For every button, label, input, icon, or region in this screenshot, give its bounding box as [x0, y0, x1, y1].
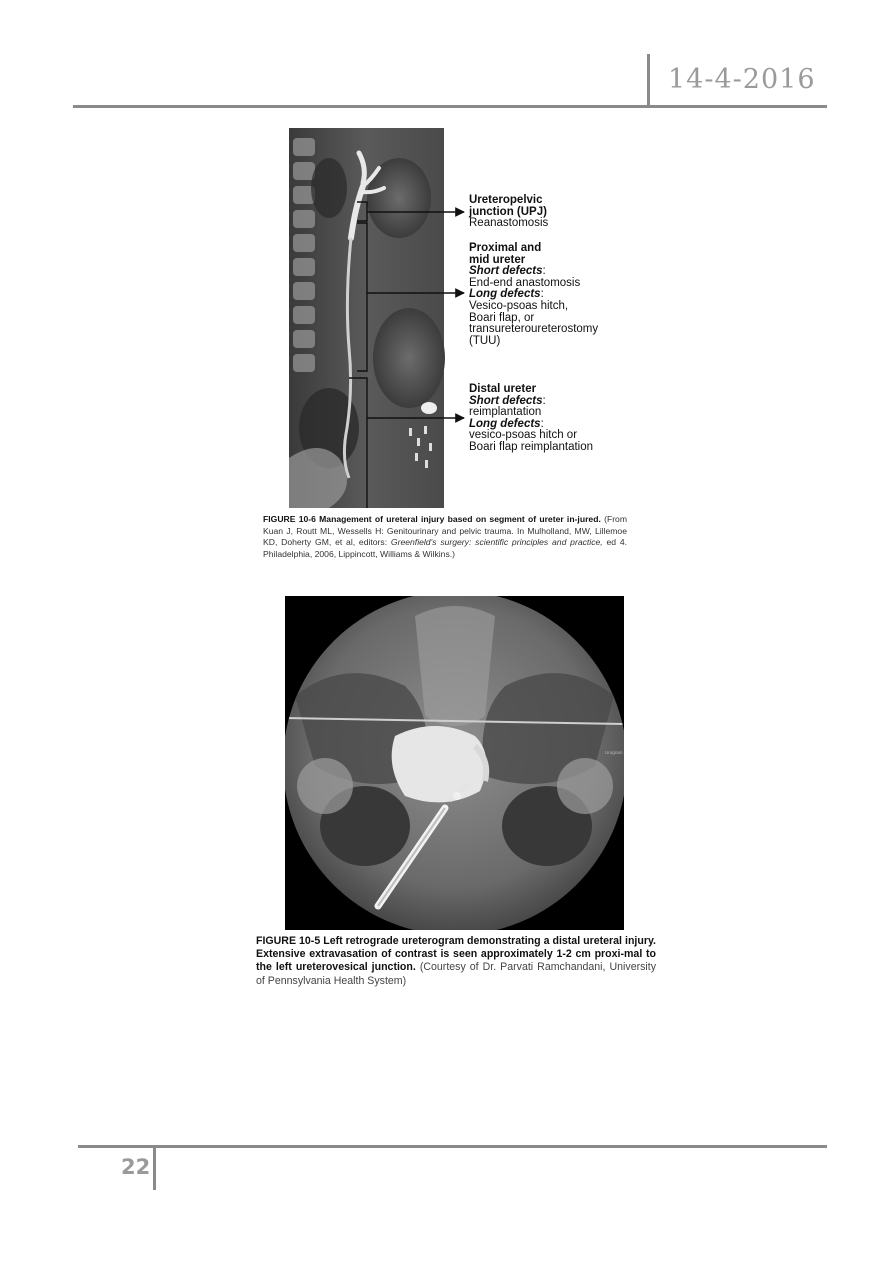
mid-long-text-1: Vesico-psoas hitch,	[469, 299, 569, 312]
figure-10-6-caption	[263, 514, 627, 560]
upj-title-1: Ureteropelvic	[469, 194, 543, 206]
figure-10-5-caption-source: (Courtesy of Dr. Parvati Ramchandani, University of Pennsylvania Health System)	[256, 961, 656, 987]
figure-10-6-caption-title: FIGURE 10-6 Management of ureteral injury based on segment of ureter in-jured.	[263, 514, 601, 524]
image-marker: Urogram	[605, 750, 623, 755]
figure-10-5-caption-title: FIGURE 10-5 Left retrograde ureterogram demonstrating a distal ureteral injury. Extensive extravasation of contrast is seen approximately 1-2 cm proxi-mal to the left ureterovesical junction.	[256, 935, 656, 974]
distal-short-heading: Short defects	[469, 394, 543, 407]
distal-long-text-1: vesico-psoas hitch or	[469, 429, 578, 442]
upj-title-2: junction (UPJ)	[469, 205, 547, 218]
distal-long-heading: Long defects	[469, 417, 541, 430]
page-number: 22	[121, 1155, 151, 1179]
mid-short-text: End-end anastomosis	[469, 276, 581, 289]
colon: :	[540, 288, 544, 301]
upj-text: Reanastomosis	[469, 217, 549, 230]
distal-short-text: reimplantation	[469, 406, 542, 419]
mid-long-heading: Long defects	[469, 288, 541, 301]
mid-long-text-4: (TUU)	[469, 334, 501, 347]
colon: :	[542, 394, 546, 407]
figure-10-5-caption	[256, 935, 656, 988]
mid-title-1: Proximal and	[469, 242, 542, 254]
figure-10-6-caption-source-1: (From Kuan J, Routt ML, Wessells H: Genitourinary and pelvic trauma. In Mulholland, MW, Lillemoe KD, Doherty GM, et al, editors:	[263, 514, 627, 547]
footer-divider	[153, 1146, 156, 1190]
mid-title-2: mid ureter	[469, 253, 526, 266]
mid-long-text-3: transureteroureterostomy	[469, 323, 599, 336]
label-distal-ureter	[469, 384, 593, 454]
header-date: 14-4-2016	[668, 64, 816, 95]
header-divider	[647, 54, 650, 106]
label-mid-ureter	[469, 243, 598, 347]
distal-title: Distal ureter	[469, 383, 537, 395]
header-rule	[73, 105, 827, 108]
mid-long-text-2: Boari flap, or	[469, 311, 535, 324]
figure-10-6-xray	[289, 128, 469, 508]
mid-short-heading: Short defects	[469, 265, 543, 278]
footer-rule	[78, 1145, 827, 1148]
figure-10-6-caption-source-2: ed 4. Philadelphia, 2006, Lippincott, Williams & Wilkins.)	[263, 537, 628, 559]
figure-10-6-caption-book: Greenfield's surgery: scientific principles and practice,	[390, 537, 603, 547]
colon: :	[542, 265, 546, 278]
distal-long-text-2: Boari flap reimplantation	[469, 440, 594, 453]
colon: :	[540, 417, 544, 430]
figure-10-5-xray	[285, 596, 624, 930]
label-upj	[469, 195, 548, 230]
